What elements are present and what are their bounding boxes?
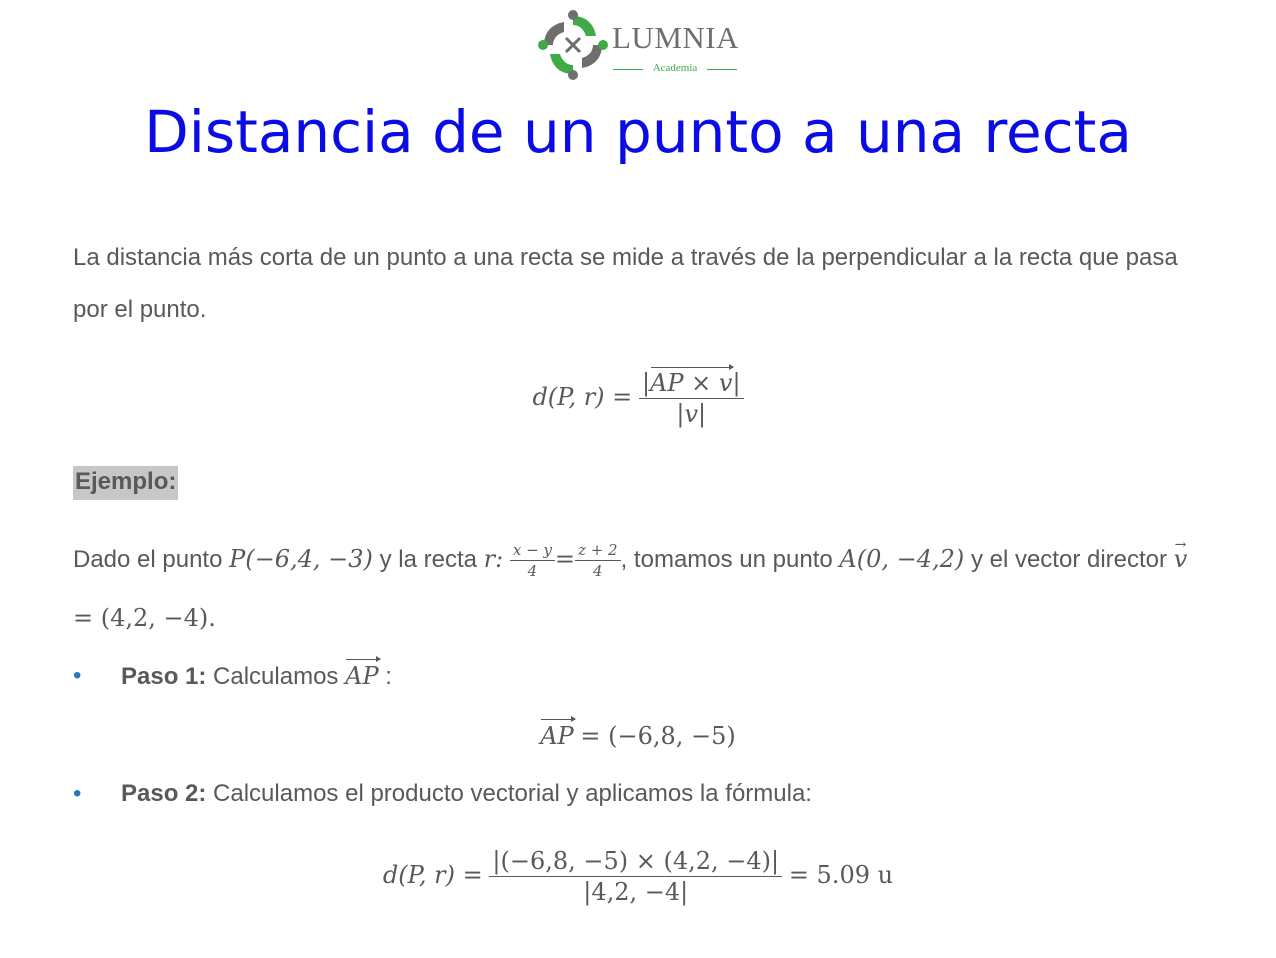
line-equals: = <box>554 545 576 573</box>
step-2-fraction <box>489 848 782 906</box>
logo-name: LUMNIA <box>612 20 739 55</box>
step-2-formula <box>0 848 1276 906</box>
formula-denominator: |v| <box>676 400 707 429</box>
page-title: Distancia de un punto a una recta <box>144 98 1132 166</box>
lumnia-logo <box>538 8 748 80</box>
example-point-p: P(−6,4, −3) <box>229 545 373 573</box>
vector-v: v → <box>1174 530 1188 588</box>
step-1-colon: : <box>385 663 392 690</box>
step-1-description: Calculamos <box>213 663 339 690</box>
bullet-icon: • <box>73 780 82 807</box>
step-2-label: Paso 2: <box>121 780 207 807</box>
logo-subtitle: Academia <box>613 62 737 74</box>
step-1-label: Paso 1: <box>121 663 207 690</box>
formula-fraction <box>639 370 744 428</box>
distance-formula <box>0 370 1276 428</box>
step-2-description: Calculamos el producto vectorial y aplicamos la fórmula: <box>213 780 812 807</box>
example-statement <box>73 530 1213 648</box>
line-fraction-1: $\frac{x - y}{4}$ <box>510 542 555 579</box>
example-text-2: y la recta <box>379 546 477 573</box>
step-2-numerator: |(−6,8, −5) × (4,2, −4)| <box>489 848 782 877</box>
step-1-result-value: = (−6,8, −5) <box>580 722 736 750</box>
formula-lhs: d(P, r) = <box>532 383 633 412</box>
formula-numerator: |AP × v| <box>639 370 744 399</box>
example-label: Ejemplo: <box>73 466 178 500</box>
lumnia-emblem-icon <box>538 10 608 80</box>
step-1-text <box>121 662 392 691</box>
step-2-result: = 5.09 u <box>788 861 894 890</box>
example-text-4: y el vector director <box>970 546 1168 573</box>
bullet-icon: • <box>73 662 82 689</box>
example-text-3: , tomamos un punto <box>620 546 833 573</box>
step-2-lhs: d(P, r) = <box>382 861 483 890</box>
step-1-result <box>0 722 1276 751</box>
step-2-text <box>121 780 812 808</box>
step-1-vector: AP <box>345 662 379 690</box>
intro-paragraph: La distancia más corta de un punto a una recta se mide a través de la perpendicular a la recta que pasa por el punto. <box>73 244 1178 323</box>
example-line-name: r: <box>483 545 504 573</box>
step-2-denominator: |4,2, −4| <box>583 878 689 907</box>
step-1-result-vector: AP <box>540 722 574 750</box>
vector-v-value: = (4,2, −4). <box>73 604 216 632</box>
example-point-a: A(0, −4,2) <box>839 545 965 573</box>
line-fraction-2: $\frac{z + 2}{4}$ <box>575 542 621 579</box>
example-text-1: Dado el punto <box>73 546 223 573</box>
